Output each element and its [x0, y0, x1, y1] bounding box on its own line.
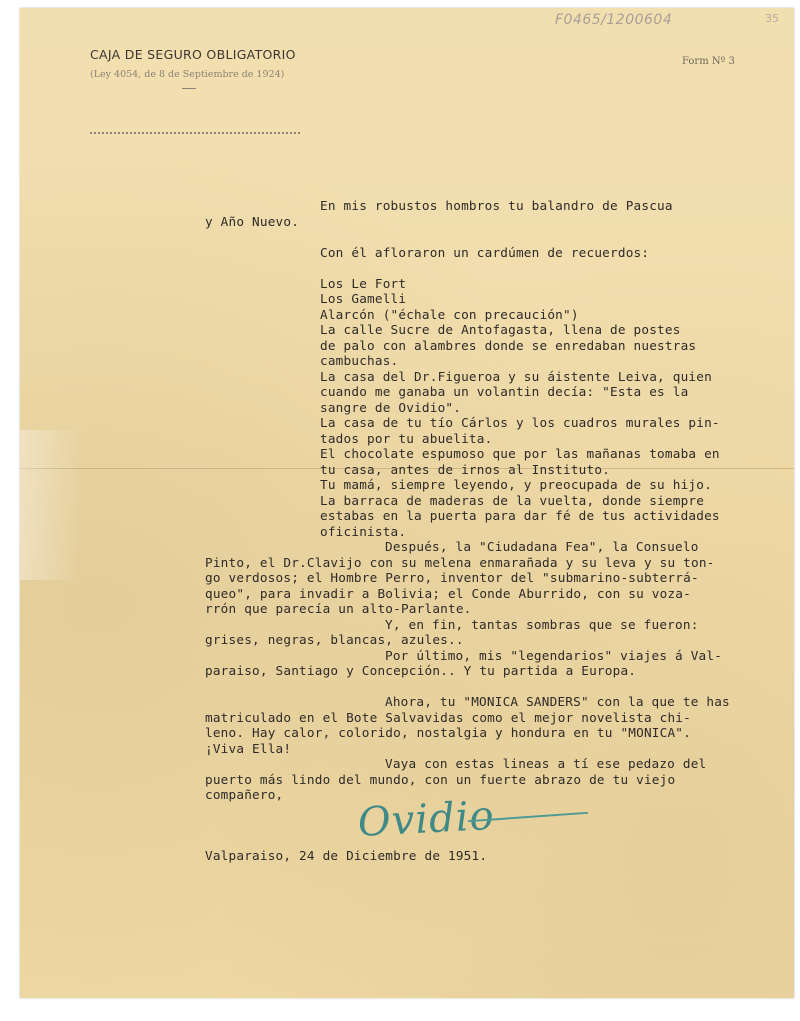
letter-line: rrón que parecía un alto-Parlante. — [205, 601, 472, 616]
letter-line: go verdosos; el Hombre Perro, inventor del "submarino-subterrá- — [205, 570, 699, 585]
place-date: Valparaiso, 24 de Diciembre de 1951. — [205, 848, 488, 863]
letter-line: Alarcón ("échale con precaución") — [320, 307, 579, 322]
letter-line: La calle Sucre de Antofagasta, llena de postes — [320, 322, 681, 337]
paper-crease — [20, 430, 80, 580]
letter-line: ¡Viva Ella! — [205, 741, 292, 756]
form-number: Form Nº 3 — [682, 56, 735, 67]
dotted-line — [90, 132, 300, 134]
signature: Ovidio — [356, 792, 496, 846]
letter-line: paraiso, Santiago y Concepción.. Y tu partida a Europa. — [205, 663, 637, 678]
letter-line: En mis robustos hombros tu balandro de Pascua — [320, 198, 673, 213]
letter-line: leno. Hay calor, colorido, nostalgia y hondura en tu "MONICA". — [205, 725, 691, 740]
page-number: 35 — [765, 12, 779, 25]
letter-line: oficinista. — [320, 524, 407, 539]
letter-line: La barraca de maderas de la vuelta, donde siempre — [320, 493, 705, 508]
letter-line: Por último, mis "legendarios" viajes á Val- — [385, 648, 723, 663]
letter-line: La casa del Dr.Figueroa y su áistente Leiva, quien — [320, 369, 712, 384]
letter-line: Pinto, el Dr.Clavijo con su melena enmarañada y su leva y su ton- — [205, 555, 715, 570]
letter-line: cuando me ganaba un volantin decía: "Esta es la — [320, 384, 689, 399]
letter-line: de palo con alambres donde se enredaban nuestras — [320, 338, 697, 353]
letter-line: puerto más lindo del mundo, con un fuerte abrazo de tu viejo — [205, 772, 676, 787]
letter-line: tados por tu abuelita. — [320, 431, 493, 446]
letter-line: Y, en fin, tantas sombras que se fueron: — [385, 617, 699, 632]
archive-code: F0465/1200604 — [555, 12, 673, 28]
institution-heading: CAJA DE SEGURO OBLIGATORIO — [90, 47, 296, 62]
letter-line: Ahora, tu "MONICA SANDERS" con la que te has — [385, 694, 730, 709]
letter-line: queo", para invadir a Bolivia; el Conde Aburrido, con su voza- — [205, 586, 691, 601]
letter-line: compañero, — [205, 787, 284, 802]
letter-line: Tu mamá, siempre leyendo, y preocupada de su hijo. — [320, 477, 712, 492]
letter-line: Después, la "Ciudadana Fea", la Consuelo — [385, 539, 699, 554]
letter-line: grises, negras, blancas, azules.. — [205, 632, 464, 647]
letter-line: sangre de Ovidio". — [320, 400, 462, 415]
letter-line: matriculado en el Bote Salvavidas como el mejor novelista chi- — [205, 710, 691, 725]
letter-line: y Año Nuevo. — [205, 214, 300, 229]
letter-line: tu casa, antes de irnos al Instituto. — [320, 462, 611, 477]
letter-line: El chocolate espumoso que por las mañanas tomaba en — [320, 446, 720, 461]
header-rule — [182, 88, 196, 89]
letter-line: La casa de tu tío Cárlos y los cuadros murales pin- — [320, 415, 720, 430]
letter-line: Los Gamelli — [320, 291, 407, 306]
letter-line: Vaya con estas lineas a tí ese pedazo del — [385, 756, 707, 771]
letter-line: cambuchas. — [320, 353, 399, 368]
letter-line: estabas en la puerta para dar fé de tus actividades — [320, 508, 720, 523]
letter-line: Con él afloraron un cardúmen de recuerdos: — [320, 245, 650, 260]
letter-line: Los Le Fort — [320, 276, 407, 291]
law-reference: (Ley 4054, de 8 de Septiembre de 1924) — [90, 69, 285, 80]
